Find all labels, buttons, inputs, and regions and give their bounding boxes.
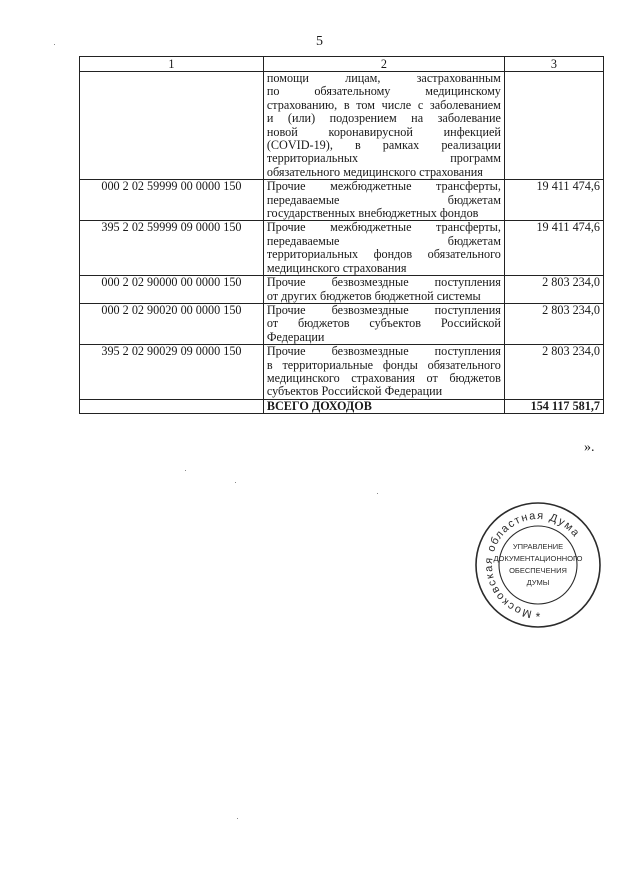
description-line: (COVID-19), в рамках реализации bbox=[266, 138, 501, 153]
description-line: территориальных фондов обязательного bbox=[266, 247, 501, 262]
row-amount: 2 803 234,0 bbox=[504, 276, 603, 304]
row-amount: 19 411 474,6 bbox=[504, 180, 603, 221]
table-body bbox=[80, 72, 604, 414]
description-line: территориальных программ bbox=[266, 151, 501, 166]
scan-speck bbox=[237, 818, 238, 819]
row-description bbox=[263, 345, 504, 400]
continuation-row bbox=[80, 72, 604, 180]
description-line: в территориальные фонды обязательного bbox=[266, 357, 501, 372]
stamp-ring-text: Московская областная Дума bbox=[482, 509, 583, 620]
description-line: и (или) подозрением на заболевание bbox=[266, 111, 501, 126]
description-line: от бюджетов субъектов Российской bbox=[266, 316, 501, 331]
description-line: обязательного медицинского страхования bbox=[266, 164, 483, 179]
description-line: медицинского страхования от бюджетов bbox=[266, 370, 501, 385]
description-line: новой коронавирусной инфекцией bbox=[266, 124, 501, 139]
table-row bbox=[80, 345, 604, 400]
table-row bbox=[80, 221, 604, 276]
budget-code: 000 2 02 59999 00 0000 150 bbox=[80, 180, 264, 221]
revenue-table bbox=[79, 56, 604, 414]
description-line: страхованию, в том числе с заболеванием bbox=[266, 97, 501, 112]
budget-code: 000 2 02 90000 00 0000 150 bbox=[80, 276, 264, 304]
budget-code: 000 2 02 90020 00 0000 150 bbox=[80, 303, 264, 344]
description-line: передаваемые бюджетам bbox=[266, 192, 501, 207]
stamp-center-line: ДУМЫ bbox=[526, 578, 550, 587]
header-col-2: 2 bbox=[263, 57, 504, 72]
scan-speck bbox=[377, 493, 378, 494]
header-col-1: 1 bbox=[80, 57, 264, 72]
total-amount: 154 117 581,7 bbox=[504, 399, 603, 413]
description-line: Прочие безвозмездные поступления bbox=[266, 275, 501, 290]
row-description bbox=[263, 221, 504, 276]
stamp-center-line: ДОКУМЕНТАЦИОННОГО bbox=[493, 554, 583, 563]
table-row bbox=[80, 303, 604, 344]
description-line: Прочие безвозмездные поступления bbox=[266, 344, 501, 359]
row-amount: 2 803 234,0 bbox=[504, 303, 603, 344]
description-line: государственных внебюджетных фондов bbox=[266, 206, 479, 221]
table-row bbox=[80, 276, 604, 304]
description-line: передаваемые бюджетам bbox=[266, 233, 501, 248]
description-line: Прочие безвозмездные поступления bbox=[266, 302, 501, 317]
total-row bbox=[80, 399, 604, 413]
description-line: Прочие межбюджетные трансферты, bbox=[266, 220, 501, 235]
header-row bbox=[80, 57, 604, 72]
continuation-code bbox=[80, 72, 264, 180]
total-code-empty bbox=[80, 399, 264, 413]
budget-code: 395 2 02 59999 09 0000 150 bbox=[80, 221, 264, 276]
organization-stamp bbox=[468, 499, 608, 633]
stamp-inner-ring bbox=[499, 526, 577, 604]
table-row bbox=[80, 180, 604, 221]
description-line: помощи лицам, застрахованным bbox=[266, 71, 501, 85]
total-label: ВСЕГО ДОХОДОВ bbox=[263, 399, 504, 413]
stamp-center-line: ОБЕСПЕЧЕНИЯ bbox=[509, 566, 567, 575]
header-col-3: 3 bbox=[504, 57, 603, 72]
page-number: 5 bbox=[316, 34, 323, 49]
description-line: медицинского страхования bbox=[266, 260, 407, 275]
stamp-star-icon: * bbox=[535, 610, 541, 624]
description-line: от других бюджетов бюджетной системы bbox=[266, 288, 481, 303]
description-line: субъектов Российской Федерации bbox=[266, 384, 443, 399]
budget-code: 395 2 02 90029 09 0000 150 bbox=[80, 345, 264, 400]
table-header bbox=[80, 57, 604, 72]
row-description bbox=[263, 276, 504, 304]
row-description bbox=[263, 180, 504, 221]
stamp-center-line: УПРАВЛЕНИЕ bbox=[512, 542, 564, 551]
row-amount: 19 411 474,6 bbox=[504, 221, 603, 276]
description-line: по обязательному медицинскому bbox=[266, 84, 501, 99]
scan-speck bbox=[235, 482, 236, 483]
closing-quote-mark: ». bbox=[584, 440, 595, 455]
row-description bbox=[263, 303, 504, 344]
scan-speck bbox=[54, 44, 55, 45]
description-line: Федерации bbox=[266, 329, 325, 344]
continuation-amount bbox=[504, 72, 603, 180]
continuation-description bbox=[263, 72, 504, 180]
scan-speck bbox=[185, 470, 186, 471]
row-amount: 2 803 234,0 bbox=[504, 345, 603, 400]
description-line: Прочие межбюджетные трансферты, bbox=[266, 179, 501, 194]
